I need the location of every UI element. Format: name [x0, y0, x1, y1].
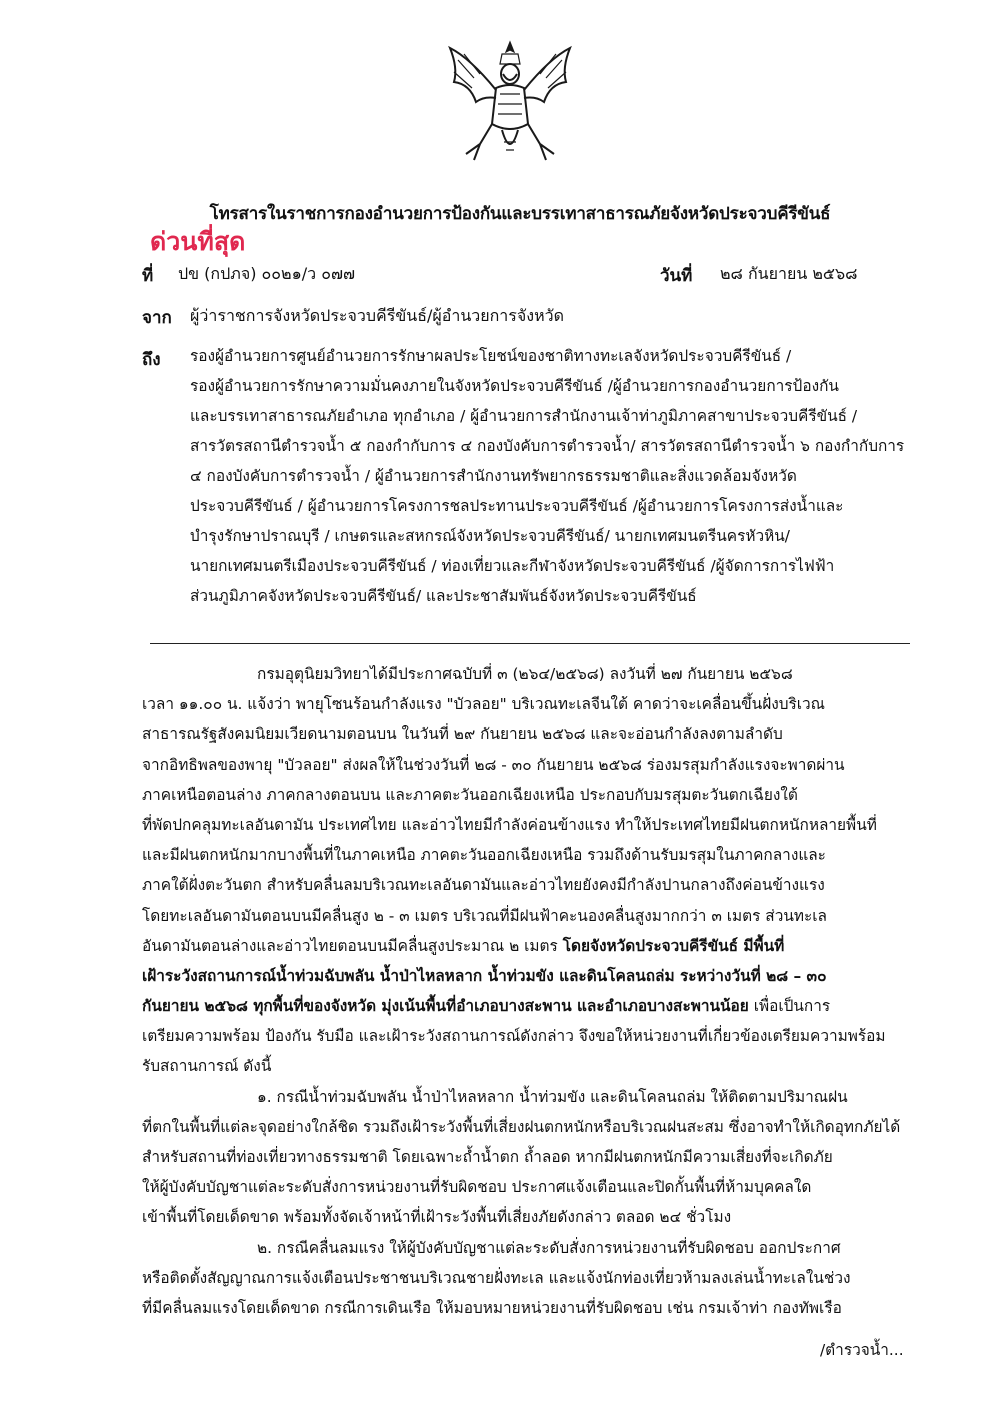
- body-line: ที่ตกในพื้นที่แต่ละจุดอย่างใกล้ชิด รวมถึงเฝ้าระวังพื้นที่เสี่ยงฝนตกหนักหรือบริเวณฝนสะสม ซึ่งอาจทำให้เกิดอุทกภัยได้: [142, 1117, 901, 1136]
- body-line: ที่พัดปกคลุมทะเลอันดามัน ประเทศไทย และอ่าวไทยมีกำลังค่อนข้างแรง ทำให้ประเทศไทยมีฝนตกหนักหลายพื้นที่: [142, 815, 877, 834]
- recipient-line: สารวัตรสถานีตำรวจน้ำ ๕ กองกำกับการ ๔ กองบังคับการตำรวจน้ำ/ สารวัตรสถานีตำรวจน้ำ ๖ กองกำกับการ: [190, 437, 905, 455]
- recipient-line: รองผู้อำนวยการศูนย์อำนวยการรักษาผลประโยชน์ของชาติทางทะเลจังหวัดประจวบคีรีขันธ์ /: [190, 347, 792, 365]
- recipient-line: ประจวบคีรีขันธ์ / ผู้อำนวยการโครงการชลประทานประจวบคีรีขันธ์ /ผู้อำนวยการโครงการส่งน้ำและ: [190, 497, 844, 515]
- garuda-emblem: [440, 38, 580, 166]
- date-value: ๒๘ กันยายน ๒๕๖๘: [720, 264, 858, 283]
- emphasis-text: กันยายน ๒๕๖๘ ทุกพื้นที่ของจังหวัด มุ่งเน้นพื้นที่อำเภอบางสะพาน และอำเภอบางสะพานน้อย: [142, 997, 749, 1016]
- body-line: เวลา ๑๑.๐๐ น. แจ้งว่า พายุโซนร้อนกำลังแรง "บัวลอย" บริเวณทะเลจีนใต้ คาดว่าจะเคลื่อนขึ้นฝั่งบริเวณ: [142, 695, 825, 714]
- header-divider: [150, 643, 910, 644]
- body-line: เข้าพื้นที่โดยเด็ดขาด พร้อมทั้งจัดเจ้าหน้าที่เฝ้าระวังพื้นที่เสี่ยงภัยดังกล่าว ตลอด ๒๔ ชั่วโมง: [142, 1208, 732, 1227]
- document-title: โทรสารในราชการกองอำนวยการป้องกันและบรรเทาสาธารณภัยจังหวัดประจวบคีรีขันธ์: [209, 204, 831, 224]
- body-line: รับสถานการณ์ ดังนี้: [142, 1057, 272, 1076]
- body-line: ภาคเหนือตอนล่าง ภาคกลางตอนบน และภาคตะวันออกเฉียงเหนือ ประกอบกับมรสุมตะวันตกเฉียงใต้: [142, 785, 798, 804]
- body-line: หรือติดตั้งสัญญาณการแจ้งเตือนประชาชนบริเวณชายฝั่งทะเล และแจ้งนักท่องเที่ยวห้ามลงเล่นน้ำทะเลในช่วง: [142, 1268, 851, 1287]
- from-value: ผู้ว่าราชการจังหวัดประจวบคีรีขันธ์/ผู้อำนวยการจังหวัด: [190, 306, 564, 325]
- recipients-list: [190, 346, 910, 616]
- body-line: ให้ผู้บังคับบัญชาแต่ละระดับสั่งการหน่วยงานที่รับผิดชอบ ประกาศแจ้งเตือนและปิดกั้นพื้นที่ห้ามบุคคลใด: [142, 1178, 812, 1197]
- emphasis-text: เฝ้าระวังสถานการณ์น้ำท่วมฉับพลัน น้ำป่าไหลหลาก น้ำท่วมขัง และดินโคลนถล่ม ระหว่างวันที่ ๒๘ – ๓๐: [142, 966, 827, 985]
- body-line: เตรียมความพร้อม ป้องกัน รับมือ และเฝ้าระวังสถานการณ์ดังกล่าว จึงขอให้หน่วยงานที่เกี่ยวข้องเตรียมความพร้อม: [142, 1027, 886, 1046]
- to-label: ถึง: [142, 350, 161, 370]
- document-body: [142, 664, 912, 1328]
- body-line: และมีฝนตกหนักมากบางพื้นที่ในภาคเหนือ ภาคตะวันออกเฉียงเหนือ รวมถึงด้านรับมรสุมในภาคกลางและ: [142, 846, 826, 865]
- recipient-line: และบรรเทาสาธารณภัยอำเภอ ทุกอำเภอ / ผู้อำนวยการสำนักงานเจ้าท่าภูมิภาคสาขาประจวบคีรีขันธ์ /: [190, 407, 858, 425]
- body-line: สำหรับสถานที่ท่องเที่ยวทางธรรมชาติ โดยเฉพาะถ้ำน้ำตก ถ้ำลอด หากมีฝนตกหนักมีความเสี่ยงที่จะเกิดภัย: [142, 1148, 833, 1166]
- body-text: อันดามันตอนล่างและอ่าวไทยตอนบนมีคลื่นสูงประมาณ ๒ เมตร: [142, 936, 563, 955]
- recipient-line: รองผู้อำนวยการรักษาความมั่นคงภายในจังหวัดประจวบคีรีขันธ์ /ผู้อำนวยการกองอำนวยการป้องกัน: [190, 377, 839, 395]
- body-line: [142, 936, 912, 966]
- body-line: ๑. กรณีน้ำท่วมฉับพลัน น้ำป่าไหลหลาก น้ำท่วมขัง และดินโคลนถล่ม ให้ติดตามปริมาณฝน: [257, 1087, 848, 1106]
- body-line: ๒. กรณีคลื่นลมแรง ให้ผู้บังคับบัญชาแต่ละระดับสั่งการหน่วยงานที่รับผิดชอบ ออกประกาศ: [257, 1238, 841, 1257]
- from-label: จาก: [142, 308, 172, 328]
- body-line: สาธารณรัฐสังคมนิยมเวียดนามตอนบน ในวันที่ ๒๙ กันยายน ๒๕๖๘ และจะอ่อนกำลังลงตามลำดับ: [142, 725, 783, 744]
- body-line: ที่มีคลื่นลมแรงโดยเด็ดขาด กรณีการเดินเรือ ให้มอบหมายหน่วยงานที่รับผิดชอบ เช่น กรมเจ้าท่า กองทัพเรือ: [142, 1298, 842, 1317]
- recipient-line: ๔ กองบังคับการตำรวจน้ำ / ผู้อำนวยการสำนักงานทรัพยากรธรรมชาติและสิ่งแวดล้อมจังหวัด: [190, 467, 797, 485]
- emphasis-text: โดยจังหวัดประจวบคีรีขันธ์ มีพื้นที่: [562, 936, 785, 955]
- body-text: เพื่อเป็นการ: [748, 997, 831, 1016]
- recipient-line: นายกเทศมนตรีเมืองประจวบคีรีขันธ์ / ท่องเที่ยวและกีฬาจังหวัดประจวบคีรีขันธ์ /ผู้จัดการการไฟฟ้า: [190, 557, 835, 575]
- body-line: จากอิทธิพลของพายุ "บัวลอย" ส่งผลให้ในช่วงวันที่ ๒๘ - ๓๐ กันยายน ๒๕๖๘ ร่องมรสุมกำลังแรงจะพาดผ่าน: [142, 755, 845, 774]
- ref-label: ที่: [142, 266, 154, 286]
- page-continuation: /ตำรวจน้ำ...: [820, 1341, 904, 1359]
- recipient-line: บำรุงรักษาปราณบุรี / เกษตรและสหกรณ์จังหวัดประจวบคีรีขันธ์/ นายกเทศมนตรีนครหัวหิน/: [190, 527, 790, 545]
- body-line: กรมอุตุนิยมวิทยาได้มีประกาศฉบับที่ ๓ (๒๖๔/๒๕๖๘) ลงวันที่ ๒๗ กันยายน ๒๕๖๘: [257, 665, 793, 683]
- date-label: วันที่: [660, 266, 693, 286]
- urgency-stamp: ด่วนที่สุด: [150, 227, 246, 256]
- recipient-line: ส่วนภูมิภาคจังหวัดประจวบคีรีขันธ์/ และประชาสัมพันธ์จังหวัดประจวบคีรีขันธ์: [190, 587, 697, 605]
- body-line: [142, 966, 912, 996]
- body-line: ภาคใต้ฝั่งตะวันตก สำหรับคลื่นลมบริเวณทะเลอันดามันและอ่าวไทยยังคงมีกำลังปานกลางถึงค่อนข้างแรง: [142, 876, 825, 895]
- body-line: [142, 996, 912, 1026]
- body-line: โดยทะเลอันดามันตอนบนมีคลื่นสูง ๒ - ๓ เมตร บริเวณที่มีฝนฟ้าคะนองคลื่นสูงมากกว่า ๓ เมตร ส่วนทะเล: [142, 906, 827, 925]
- ref-number: ปข (กปภจ) ๐๐๒๑/ว ๐๗๗: [178, 264, 356, 283]
